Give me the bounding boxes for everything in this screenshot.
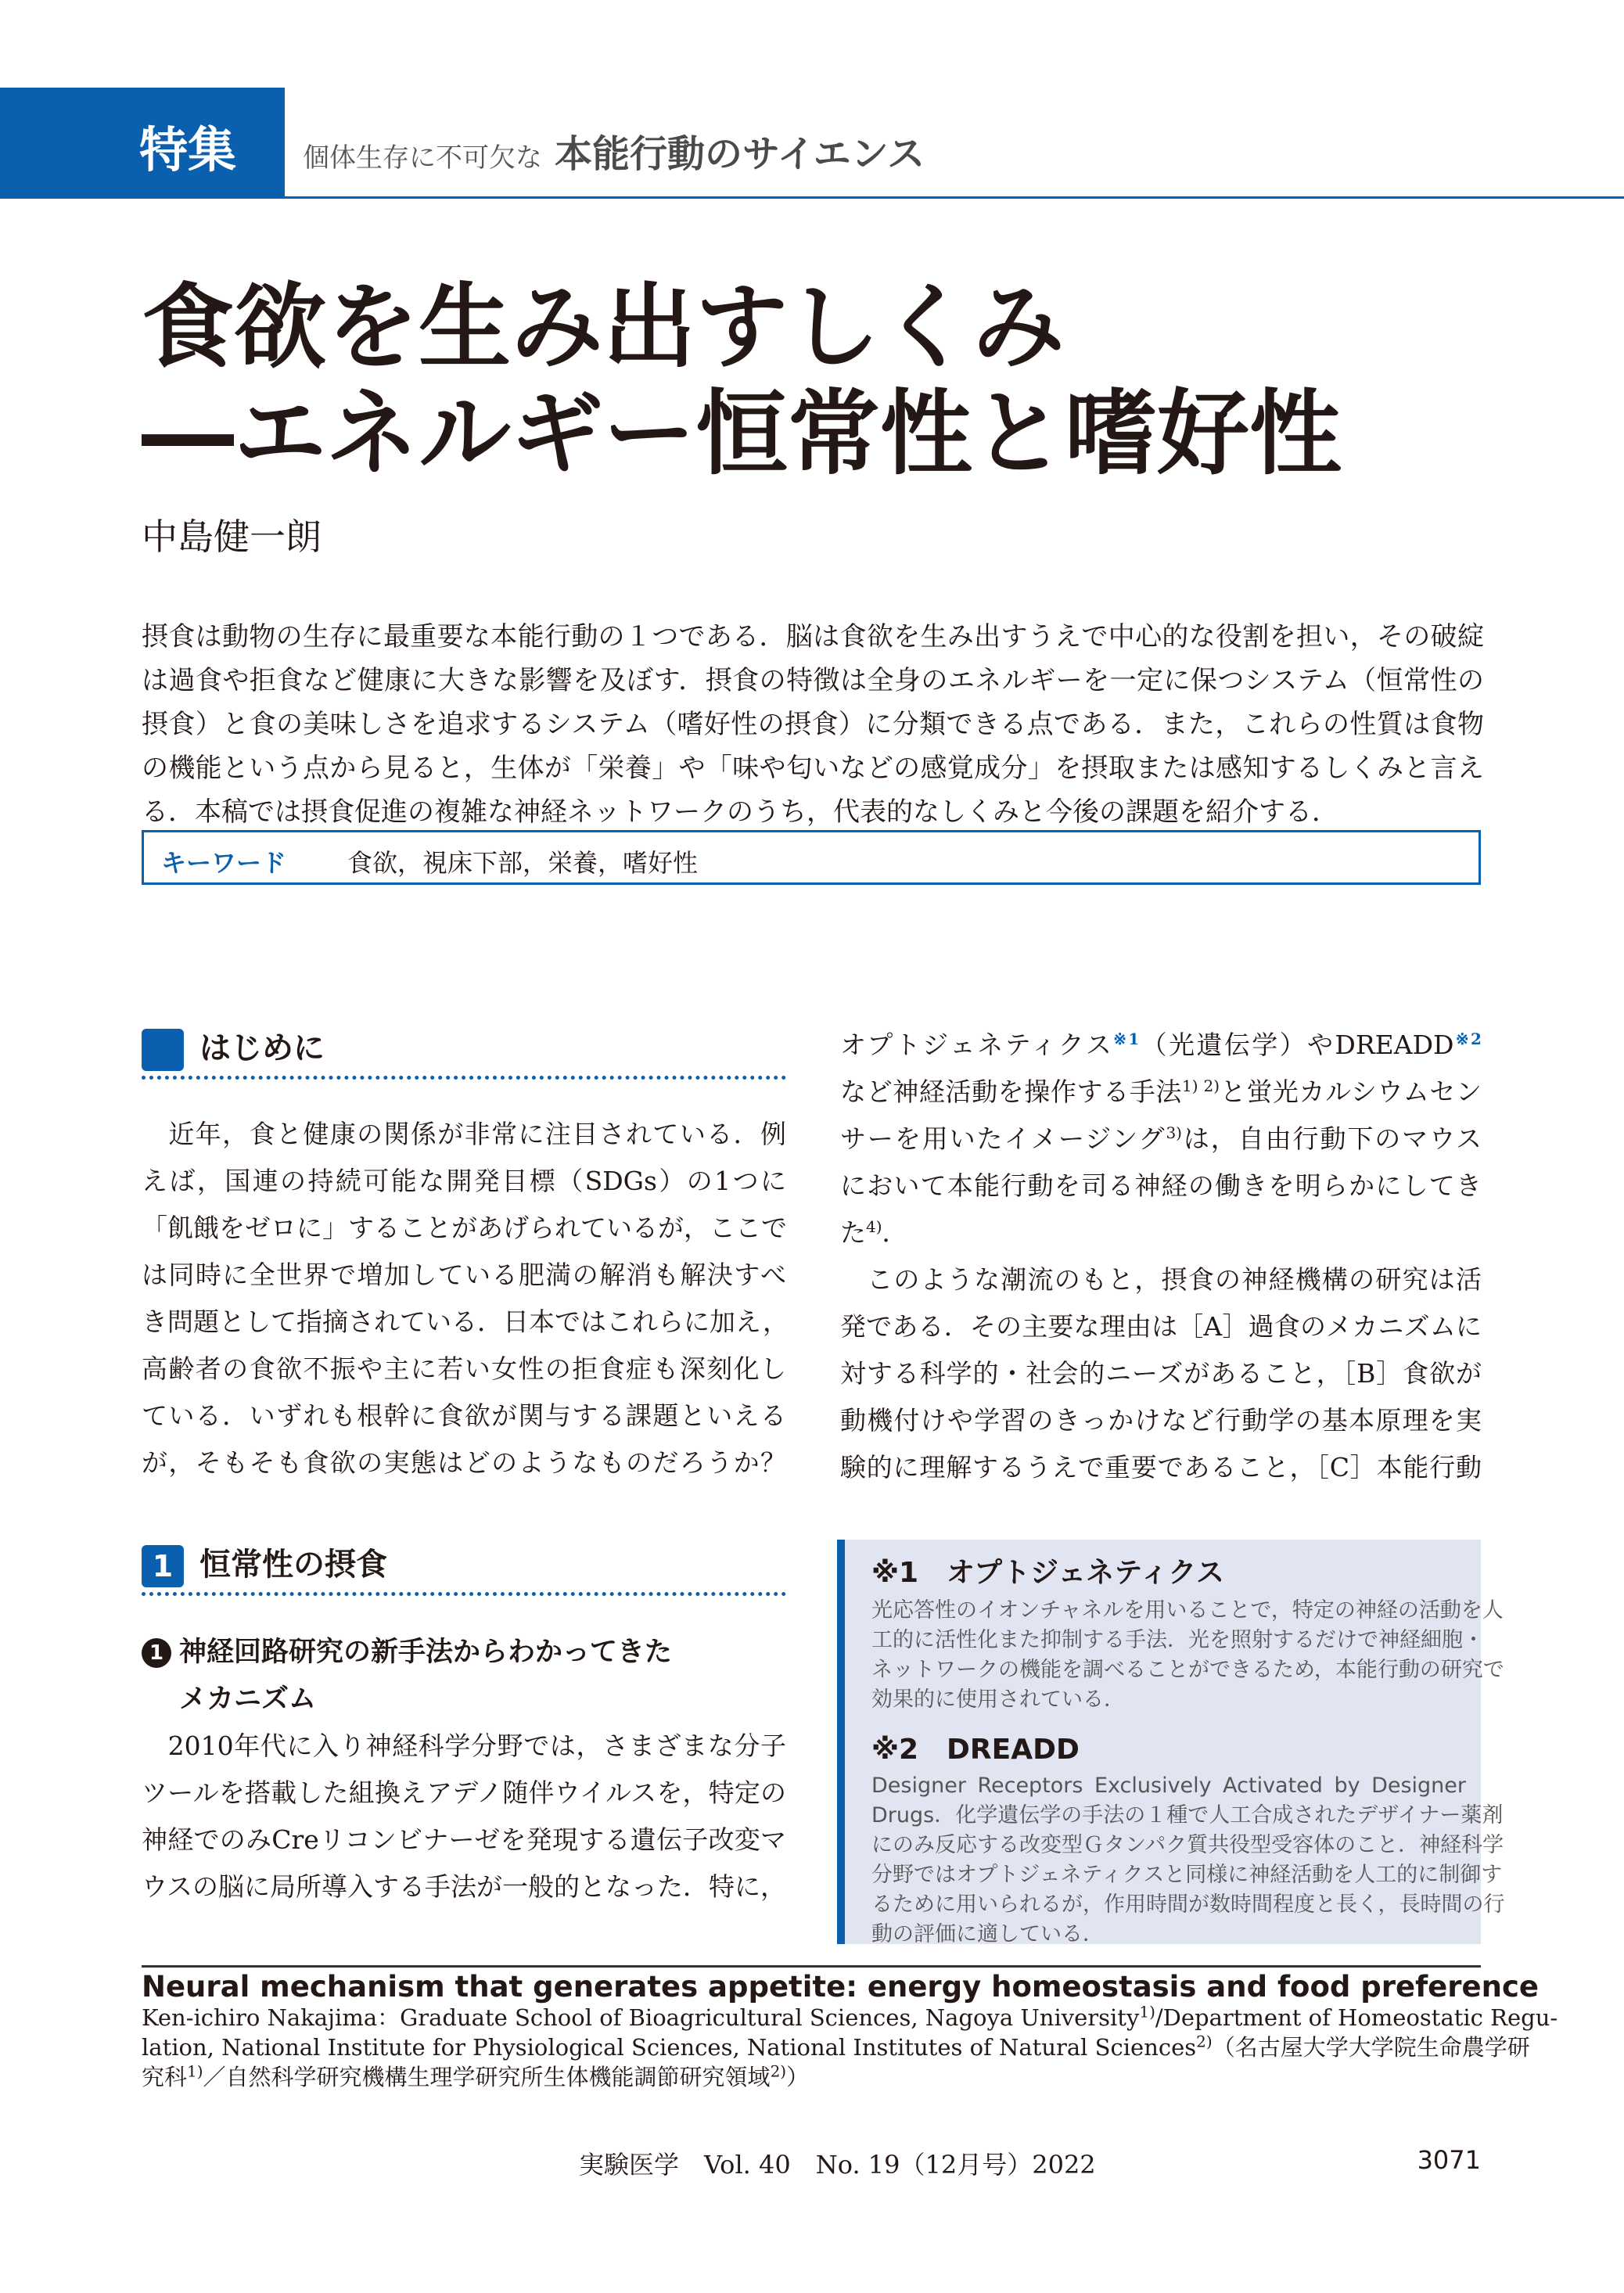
text-line [142,2002,1558,2032]
text-line: 験的に理解するうえで重要であること，［C］本能行動 [840,1452,1482,1483]
text-line: るために用いられるが，作用時間が数時間程度と長く，長時間の行 [871,1892,1505,1917]
reference-marker: 2) [770,2061,787,2081]
heading-dotted-rule [142,1592,786,1596]
note-1-title: ※1 オプトジェネティクス [871,1557,1225,1589]
text-line: Drugs．化学遺伝学の手法の１種で人工合成されたデザイナー薬剤 [871,1803,1504,1828]
intro-body [142,1111,789,1486]
text-line: 動機付けや学習のきっかけなど行動学の基本原理を実 [840,1405,1482,1436]
section-1-body [142,1723,786,1910]
text-line: 近年，食と健康の関係が非常に注目されている．例 [142,1119,786,1149]
reference-marker: 2) [1196,2032,1213,2051]
text-line [840,1069,1482,1116]
reference-marker: 1) 2) [1181,1076,1220,1095]
text-line: 摂食は動物の生存に最重要な本能行動の１つである．脳は食欲を生み出すうえで中心的な役割を担い，その破綻 [142,621,1484,652]
section-1 [142,1540,786,1910]
page-number: 3071 [1417,2145,1481,2175]
text-line [142,2062,1481,2092]
text-segment: （光遺伝学）やDREADD [1139,1030,1454,1060]
note-1-body [871,1596,1504,1715]
text-segment: サーを用いたイメージング [840,1123,1166,1154]
text-segment: 究科 [142,2064,188,2090]
english-title: Neural mechanism that generates appetite: energy homeostasis and food preference [142,1970,1539,2004]
article-title [142,274,1342,487]
text-line: 効果的に使用されている． [871,1687,1125,1712]
text-line: えば，国連の持続可能な開発目標（SDGs）の1つに [142,1166,786,1196]
text-line: 対する科学的・社会的ニーズがあること，［B］食欲が [840,1358,1482,1389]
text-line: 動の評価に適している． [871,1922,1104,1946]
text-line: にのみ反応する改変型Ｇタンパク質共役型受容体のこと．神経科学 [871,1833,1504,1857]
text-line: 発である．その主要な理由は［A］過食のメカニズムに [840,1311,1482,1342]
text-segment: Ken-ichiro Nakajima：Graduate School of Bioagricultural Sciences, Nagoya University [142,2004,1140,2031]
text-segment: は，自由行動下のマウス [1181,1123,1482,1154]
abstract [142,615,1484,834]
reference-marker: 1) [1139,2002,1155,2022]
feature-badge-label: 特集 [139,121,237,178]
text-line: ツールを搭載した組換えアデノ随伴ウイルスを，特定の [142,1777,786,1808]
footnote-marker[interactable]: ※2 [1453,1030,1482,1048]
footnote-sidebar [837,1540,1505,1946]
footer-rule [142,1965,1481,1968]
text-line [840,1116,1482,1163]
text-line: 2010年代に入り神経科学分野では，さまざまな分子 [142,1731,786,1761]
reference-marker: 1) [187,2061,203,2081]
text-line: ウスの脳に局所導入する手法が一般的となった．特に， [142,1871,787,1902]
text-line [840,1022,1482,1069]
text-line: 高齢者の食欲不振や主に若い女性の拒食症も深刻化し [142,1353,786,1384]
text-line: は同時に全世界で増加している肥満の解消も解決すべ [142,1260,786,1290]
subsection-heading-line-1: 神経回路研究の新手法からわかってきた [179,1637,673,1668]
reference-marker: 3) [1166,1123,1182,1142]
header-rule [285,196,1624,199]
text-line: ネットワークの機能を調べることができるため，本能行動の研究で [871,1658,1504,1682]
subsection-heading-line-2: メカニズム [179,1684,317,1715]
intro-heading [142,1023,786,1071]
text-line [840,1209,1482,1256]
text-segment: lation, National Institute for Physiological Sciences, National Institutes of Natural Sciences [142,2034,1197,2061]
series-title-small: 個体生存に不可欠な [303,142,542,174]
keywords-box [142,830,1481,885]
text-line: において本能行動を司る神経の働きを明らかにしてき [840,1170,1482,1201]
text-line: の機能という点から見ると，生体が「栄養」や「味や匂いなどの感覚成分」を摂取または感知するしくみと言え [142,753,1484,784]
author-affiliation [142,2002,1558,2092]
text-segment: ． [882,1217,908,1248]
text-line: このような潮流のもと，摂食の神経機構の研究は活 [840,1264,1482,1295]
section-1-heading [142,1540,786,1587]
text-segment: ） [786,2064,810,2090]
text-line: Designer Receptors Exclusively Activated by Designer [871,1774,1466,1798]
text-line: は過食や拒食など健康に大きな影響を及ぼす．摂食の特徴は全身のエネルギーを一定に保つシステム（恒常性の [142,665,1484,696]
note-2-body [871,1771,1505,1950]
text-line: ている．いずれも根幹に食欲が関与する課題といえる [142,1400,786,1431]
text-segment: た [840,1217,866,1248]
journal-citation: 実験医学 Vol. 40 No. 19（12月号）2022 [579,2150,1096,2180]
footnote-marker[interactable]: ※1 [1113,1030,1140,1048]
text-line: 神経でのみCreリコンビナーゼを発現する遺伝子改変マ [142,1824,786,1855]
text-segment: /Department of Homeostatic Regu- [1155,2004,1558,2031]
section-1-heading-text: 恒常性の摂食 [199,1547,387,1583]
text-segment: オプトジェネティクス [840,1030,1114,1060]
keywords-value: 食欲，視床下部，栄養，嗜好性 [347,848,699,878]
text-line: き問題として指摘されている．日本ではこれらに加え， [142,1306,789,1337]
heading-square-icon [142,1029,184,1071]
intro-section [142,1023,789,1486]
text-segment: と蛍光カルシウムセン [1220,1076,1482,1107]
subsection-number-icon: 1 [142,1638,171,1668]
intro-heading-text: はじめに [199,1030,325,1066]
text-segment: （名古屋大学大学院生命農学研 [1212,2034,1530,2061]
text-line: が，そもそも食欲の実態はどのようなものだろうか？ [142,1447,786,1478]
text-line: 摂食）と食の美味しさを追求するシステム（嗜好性の摂食）に分類できる点である．また，これらの性質は食物 [142,709,1484,740]
text-segment: など神経活動を操作する手法 [840,1076,1182,1107]
series-title-big: 本能行動のサイエンス [555,132,925,176]
text-line [142,2032,1530,2062]
text-line: 分野ではオプトジェネティクスと同様に神経活動を人工的に制御す [871,1863,1503,1887]
reference-marker: 4) [866,1217,882,1236]
author-name: 中島健一朗 [142,516,322,558]
text-segment: ／自然科学研究機構生理学研究所生体機能調節研究領域 [203,2064,771,2090]
right-column-body [840,1022,1482,1491]
text-line: 「飢餓をゼロに」することがあげられているが，ここで [142,1213,787,1243]
feature-badge [0,88,285,199]
series-title [303,124,925,178]
section-number-badge: 1 [142,1545,184,1587]
subsection-heading [142,1629,786,1676]
text-line: 光応答性のイオンチャネルを用いることで，特定の神経の活動を人 [871,1598,1504,1623]
keywords-label: キーワード [161,848,287,878]
text-line: る．本稿では摂食促進の複雑な神経ネットワークのうち，代表的なしくみと今後の課題を紹介する． [142,796,1338,828]
title-line-1: 食欲を生み出すしくみ [142,273,1065,381]
text-line: 工的に活性化また抑制する手法．光を照射するだけで神経細胞・ [871,1628,1484,1652]
heading-dotted-rule [142,1076,786,1080]
note-2-title: ※2 DREADD [871,1734,1080,1766]
title-line-2: ―エネルギー恒常性と嗜好性 [142,379,1342,487]
